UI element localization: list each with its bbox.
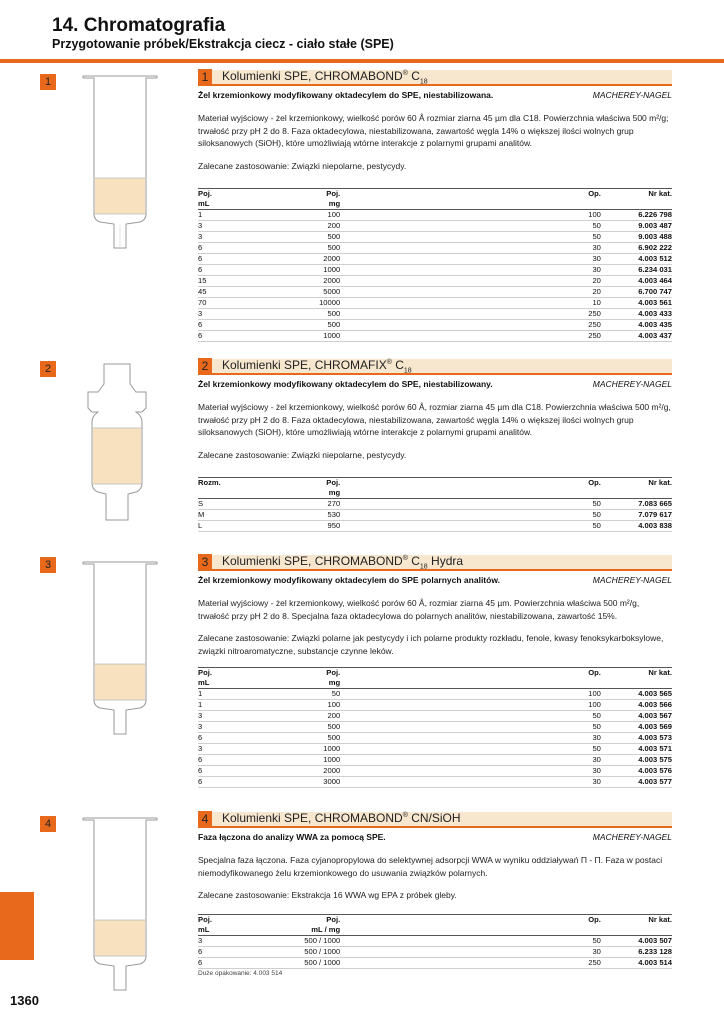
column-unit: mg <box>274 199 340 210</box>
table-cell: 1000 <box>274 744 340 755</box>
table-cell: 30 <box>340 777 601 788</box>
table-cell: 4.003 576 <box>601 766 672 777</box>
table-cell: 15 <box>198 276 274 287</box>
table-cell: 530 <box>274 510 340 521</box>
table-row <box>198 935 672 946</box>
description: Materiał wyjściowy - żel krzemionkowy, wielkość porów 60 Å, rozmiar ziarna 45 µm dla C18. Powierzchnia właściwa 500 m²/g, trwałość przy pH 2 do 8. Faza oktadecylowa, niestabilizowana, zawartość węgla 14% o większej ilości wolnych grup siloksanowych (SiOH), które umożliwiają wtórne interakcje z polarnymi grupami analitów. <box>198 402 671 437</box>
table-cell: 200 <box>274 711 340 722</box>
badge-1: 1 <box>40 74 56 90</box>
section-subtitle: Faza łączona do analizy WWA za pomocą SPE. <box>198 832 386 842</box>
table-cell: L <box>198 521 274 532</box>
column-unit <box>340 925 601 936</box>
product-table <box>198 667 672 788</box>
table-cell: 1000 <box>274 265 340 276</box>
table-cell: 3 <box>198 722 274 733</box>
column-unit: mL <box>198 199 274 210</box>
page-title: 14. Chromatografia <box>52 15 226 36</box>
badge-2: 2 <box>40 361 56 377</box>
table-row <box>198 946 672 957</box>
table-row <box>198 733 672 744</box>
column-header: Op. <box>340 914 601 925</box>
column-header: Op. <box>340 189 601 200</box>
table-cell: 950 <box>274 521 340 532</box>
section-number: 3 <box>198 554 212 570</box>
table-row <box>198 499 672 510</box>
table-cell: 45 <box>198 287 274 298</box>
column-header: Nr kat. <box>601 478 672 489</box>
column-header: Poj. <box>198 668 274 679</box>
recommended-use: Zalecane zastosowanie: Związki niepolarne, pestycydy. <box>198 449 407 460</box>
table-row <box>198 777 672 788</box>
table-row <box>198 320 672 331</box>
column-header: Poj. <box>274 478 340 489</box>
table-cell: 6 <box>198 777 274 788</box>
table-row <box>198 276 672 287</box>
section-header <box>198 70 672 86</box>
table-cell: 3 <box>198 935 274 946</box>
table-cell: 100 <box>340 689 601 700</box>
table-row <box>198 744 672 755</box>
column-unit <box>340 678 601 689</box>
column-unit <box>340 488 601 499</box>
product-table <box>198 477 672 532</box>
table-cell: 50 <box>340 232 601 243</box>
table-cell: 9.003 488 <box>601 232 672 243</box>
table-cell: 4.003 512 <box>601 254 672 265</box>
table-cell: 6 <box>198 254 274 265</box>
table-cell: 50 <box>340 499 601 510</box>
table-cell: 70 <box>198 298 274 309</box>
section-subtitle: Żel krzemionkowy modyfikowany oktadecylem do SPE, niestabilizowany. <box>198 379 493 389</box>
table-row <box>198 766 672 777</box>
section-number: 1 <box>198 69 212 85</box>
table-cell: 6.226 798 <box>601 210 672 221</box>
table-cell: 500 / 1000 <box>274 946 340 957</box>
table-cell: 250 <box>340 320 601 331</box>
column-header: Poj. <box>274 668 340 679</box>
table-cell: 1 <box>198 700 274 711</box>
table-row <box>198 287 672 298</box>
table-cell: 100 <box>340 700 601 711</box>
table-cell: 30 <box>340 946 601 957</box>
column-unit <box>601 925 672 936</box>
table-cell: 500 / 1000 <box>274 957 340 968</box>
table-cell: 4.003 571 <box>601 744 672 755</box>
table-cell: 50 <box>274 689 340 700</box>
column-unit: mL <box>198 678 274 689</box>
table-cell: 100 <box>340 210 601 221</box>
table-cell: 4.003 565 <box>601 689 672 700</box>
table-row <box>198 521 672 532</box>
table-row <box>198 689 672 700</box>
table-cell: 4.003 435 <box>601 320 672 331</box>
table-cell: 3000 <box>274 777 340 788</box>
bulk-pack-note: Duże opakowanie: 4.003 514 <box>198 969 283 977</box>
table-cell: 500 <box>274 232 340 243</box>
table-cell: 2000 <box>274 276 340 287</box>
column-unit: mL / mg <box>274 925 340 936</box>
description: Specjalna faza łączona. Faza cyjanopropylowa do selektywnej adsorpcji WWA w wyniku oddziaływań Π - Π. Faza w postaci niemodyfikowanego żelu krzemionkowego do usuwania związków polarnych. <box>198 855 663 878</box>
table-cell: 50 <box>340 221 601 232</box>
table-cell: 4.003 567 <box>601 711 672 722</box>
description: Materiał wyjściowy - żel krzemionkowy, wielkość porów 60 Å rozmiar ziarna 45 µm dla C18. Powierzchnia właściwa 500 m²/g; trwałość przy pH 2 do 8. Faza oktadecylowa, niestabilizowana, zawartość węgla 14% o większej ilości wolnych grup siloksanowych (SiOH), które umożliwiają wtórne interakcje z polarnymi grupami analitów. <box>198 113 669 148</box>
column-header: Poj. <box>274 189 340 200</box>
table-cell: 270 <box>274 499 340 510</box>
section-number: 2 <box>198 358 212 374</box>
table-cell: 4.003 433 <box>601 309 672 320</box>
column-header: Rozm. <box>198 478 274 489</box>
section-title: Kolumienki SPE, CHROMAFIX® $C_{18}$ <box>222 357 412 375</box>
table-cell: 500 <box>274 733 340 744</box>
column-header: Nr kat. <box>601 668 672 679</box>
table-row <box>198 232 672 243</box>
table-row <box>198 755 672 766</box>
table-cell: 4.003 838 <box>601 521 672 532</box>
product-table <box>198 188 672 342</box>
spe-column-illustration-4 <box>80 816 160 992</box>
table-row <box>198 957 672 968</box>
table-cell: 500 <box>274 243 340 254</box>
section-title: Kolumienki SPE, CHROMABOND® $C_{18}$ Hydra <box>222 553 464 571</box>
column-unit <box>601 678 672 689</box>
table-cell: 500 <box>274 722 340 733</box>
table-cell: 4.003 561 <box>601 298 672 309</box>
table-cell: 50 <box>340 510 601 521</box>
table-cell: 6 <box>198 243 274 254</box>
table-cell: 6 <box>198 946 274 957</box>
column-unit: mg <box>274 678 340 689</box>
column-header: Nr kat. <box>601 914 672 925</box>
table-cell: 30 <box>340 243 601 254</box>
table-cell: 3 <box>198 744 274 755</box>
badge-3: 3 <box>40 557 56 573</box>
column-unit: mL <box>198 925 274 936</box>
table-cell: 6 <box>198 320 274 331</box>
table-cell: 6.902 222 <box>601 243 672 254</box>
table-cell: 3 <box>198 309 274 320</box>
recommended-use: Zalecane zastosowanie: Ekstrakcja 16 WWA wg EPA z próbek gleby. <box>198 890 457 900</box>
manufacturer: MACHEREY-NAGEL <box>592 379 672 389</box>
table-cell: 4.003 566 <box>601 700 672 711</box>
product-section-4 <box>198 812 672 977</box>
column-unit <box>601 488 672 499</box>
table-cell: 6 <box>198 265 274 276</box>
table-cell: 4.003 507 <box>601 935 672 946</box>
table-cell: 250 <box>340 957 601 968</box>
table-cell: 500 / 1000 <box>274 935 340 946</box>
table-cell: 5000 <box>274 287 340 298</box>
table-cell: 100 <box>274 700 340 711</box>
table-cell: 4.003 514 <box>601 957 672 968</box>
table-cell: M <box>198 510 274 521</box>
table-cell: 6 <box>198 733 274 744</box>
table-row <box>198 700 672 711</box>
column-header: Nr kat. <box>601 189 672 200</box>
table-cell: 2000 <box>274 766 340 777</box>
table-cell: 30 <box>340 766 601 777</box>
table-cell: 50 <box>340 935 601 946</box>
table-row <box>198 331 672 342</box>
table-cell: 6.700 747 <box>601 287 672 298</box>
badge-4: 4 <box>40 816 56 832</box>
table-row <box>198 210 672 221</box>
table-cell: 50 <box>340 744 601 755</box>
table-cell: 3 <box>198 232 274 243</box>
table-cell: 500 <box>274 320 340 331</box>
description: Materiał wyjściowy - żel krzemionkowy, wielkość porów 60 Å, rozmiar ziarna 45 µm. Powierzchnia właściwa 500 m²/g, trwałość przy pH 2 do 8. Specjalna faza oktadecylowa do polarnych analitów, niestabilizowana, zawartość 15%. <box>198 598 640 621</box>
table-cell: 7.083 665 <box>601 499 672 510</box>
section-header <box>198 359 672 375</box>
table-cell: 6 <box>198 755 274 766</box>
spe-column-illustration-2 <box>76 362 158 522</box>
table-cell: 4.003 577 <box>601 777 672 788</box>
column-header: Poj. <box>274 914 340 925</box>
page-subtitle: Przygotowanie próbek/Ekstrakcja ciecz - ciało stałe (SPE) <box>52 37 394 51</box>
section-header <box>198 812 672 828</box>
table-row <box>198 254 672 265</box>
table-cell: 6 <box>198 331 274 342</box>
section-subtitle: Żel krzemionkowy modyfikowany oktadecylem do SPE, niestabilizowana. <box>198 90 494 100</box>
recommended-use: Zalecane zastosowanie: Związki niepolarne, pestycydy. <box>198 160 407 171</box>
table-cell: 1000 <box>274 755 340 766</box>
table-cell: 30 <box>340 265 601 276</box>
section-number: 4 <box>198 811 212 827</box>
table-cell: 6.233 128 <box>601 946 672 957</box>
table-cell: 7.079 617 <box>601 510 672 521</box>
column-header: Op. <box>340 668 601 679</box>
column-header: Op. <box>340 478 601 489</box>
table-row <box>198 722 672 733</box>
table-cell: 250 <box>340 309 601 320</box>
section-header <box>198 555 672 571</box>
table-cell: 3 <box>198 711 274 722</box>
table-cell: 10000 <box>274 298 340 309</box>
side-tab-marker <box>0 892 34 960</box>
spe-column-illustration-1 <box>80 74 160 250</box>
manufacturer: MACHEREY-NAGEL <box>592 90 672 100</box>
header-rule <box>0 59 724 63</box>
table-cell: 50 <box>340 722 601 733</box>
manufacturer: MACHEREY-NAGEL <box>592 832 672 842</box>
column-unit <box>198 488 274 499</box>
table-cell: 4.003 575 <box>601 755 672 766</box>
manufacturer: MACHEREY-NAGEL <box>592 575 672 585</box>
table-cell: S <box>198 499 274 510</box>
section-subtitle: Żel krzemionkowy modyfikowany oktadecylem do SPE polarnych analitów. <box>198 575 500 585</box>
table-row <box>198 221 672 232</box>
table-cell: 1 <box>198 210 274 221</box>
table-cell: 3 <box>198 221 274 232</box>
column-unit <box>601 199 672 210</box>
table-cell: 20 <box>340 287 601 298</box>
table-cell: 20 <box>340 276 601 287</box>
table-cell: 4.003 573 <box>601 733 672 744</box>
table-cell: 4.003 464 <box>601 276 672 287</box>
column-unit: mg <box>274 488 340 499</box>
table-row <box>198 711 672 722</box>
recommended-use: Zalecane zastosowanie: Związki polarne jak pestycydy i ich polarne produkty rozkładu, fenole, kwasy fenoksykarboksylowe, związki nitroaromatyczne, substancje czynne leków. <box>198 633 664 656</box>
column-header: Poj. <box>198 914 274 925</box>
table-cell: 30 <box>340 733 601 744</box>
table-cell: 50 <box>340 711 601 722</box>
spe-column-illustration-3 <box>80 560 160 736</box>
product-table <box>198 914 672 969</box>
table-cell: 250 <box>340 331 601 342</box>
table-row <box>198 265 672 276</box>
column-unit <box>340 199 601 210</box>
product-section-1 <box>198 70 672 342</box>
table-row <box>198 243 672 254</box>
table-cell: 1000 <box>274 331 340 342</box>
table-row <box>198 510 672 521</box>
product-section-3 <box>198 555 672 788</box>
product-section-2 <box>198 359 672 532</box>
section-title: Kolumienki SPE, CHROMABOND® CN/SiOH <box>222 810 461 825</box>
table-cell: 30 <box>340 755 601 766</box>
table-cell: 6 <box>198 766 274 777</box>
table-cell: 4.003 569 <box>601 722 672 733</box>
table-cell: 4.003 437 <box>601 331 672 342</box>
section-title: Kolumienki SPE, CHROMABOND® $C_{18}$ <box>222 68 428 86</box>
table-cell: 1 <box>198 689 274 700</box>
table-cell: 6 <box>198 957 274 968</box>
table-cell: 100 <box>274 210 340 221</box>
table-cell: 9.003 487 <box>601 221 672 232</box>
column-header: Poj. <box>198 189 274 200</box>
table-cell: 200 <box>274 221 340 232</box>
table-cell: 500 <box>274 309 340 320</box>
table-cell: 10 <box>340 298 601 309</box>
table-cell: 6.234 031 <box>601 265 672 276</box>
table-cell: 30 <box>340 254 601 265</box>
table-cell: 2000 <box>274 254 340 265</box>
table-row <box>198 298 672 309</box>
table-cell: 50 <box>340 521 601 532</box>
page-number: 1360 <box>10 993 39 1008</box>
table-row <box>198 309 672 320</box>
